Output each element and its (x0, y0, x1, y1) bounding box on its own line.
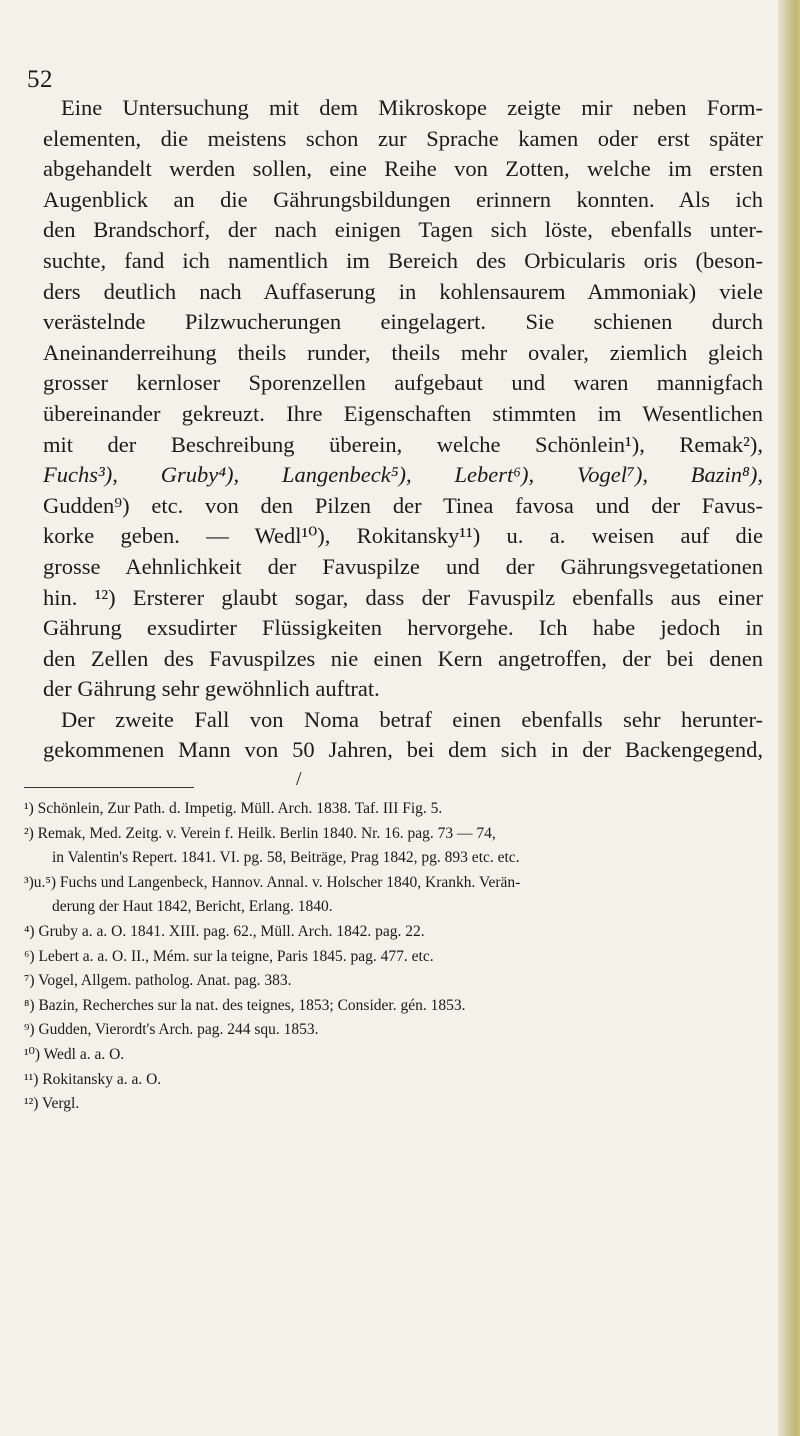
body-line: Eine Untersuchung mit dem Mikroskope zeigte mir neben Form- (61, 95, 763, 120)
footnote-continuation: in Valentin's Repert. 1841. VI. pg. 58, Beiträge, Prag 1842, pg. 893 etc. etc. (52, 849, 520, 867)
body-text (43, 93, 763, 766)
body-line: Augenblick an die Gährungsbildungen erinnern konnten. Als ich (43, 186, 763, 212)
body-line: grosser kernloser Sporenzellen aufgebaut und waren mannigfach (43, 370, 763, 396)
footnote: ²) Remak, Med. Zeitg. v. Verein f. Heilk. Berlin 1840. Nr. 16. pag. 73 — 74, (24, 824, 496, 842)
footnote: ⁹) Gudden, Vierordt's Arch. pag. 244 squ. 1853. (24, 1021, 319, 1039)
body-line: den Brandschorf, der nach einigen Tagen sich löste, ebenfalls unter- (43, 217, 763, 243)
body-line: gekommenen Mann von 50 Jahren, bei dem sich in der Backengegend, (43, 737, 763, 763)
footnote: ¹⁰) Wedl a. a. O. (24, 1045, 125, 1063)
body-line: korke geben. — Wedl¹⁰), Rokitansky¹¹) u. a. weisen auf die (43, 523, 763, 549)
body-line: verästelnde Pilzwucherungen eingelagert. Sie schienen durch (43, 309, 763, 335)
body-line: grosse Aehnlichkeit der Favuspilze und der Gährungsvegetationen (43, 553, 763, 579)
body-line: mit der Beschreibung überein, welche Schönlein¹), Remak²), (43, 431, 763, 457)
page-number: 52 (27, 66, 53, 93)
body-line: suchte, fand ich namentlich im Bereich des Orbicularis oris (beson- (43, 247, 763, 273)
footnote: ¹) Schönlein, Zur Path. d. Impetig. Müll. Arch. 1838. Taf. III Fig. 5. (24, 800, 443, 817)
body-line: hin. ¹²) Ersterer glaubt sogar, dass der Favuspilz ebenfalls aus einer (43, 584, 763, 610)
page-edge-shadow (778, 0, 800, 1436)
body-line: Gährung exsudirter Flüssigkeiten hervorgehe. Ich habe jedoch in (43, 615, 763, 641)
body-line: Der zweite Fall von Noma betraf einen ebenfalls sehr herunter- (61, 706, 763, 732)
footnote: ¹¹) Rokitansky a. a. O. (24, 1070, 162, 1088)
body-line: Aneinanderreihung theils runder, theils mehr ovaler, ziemlich gleich (43, 339, 763, 365)
footnote: ⁸) Bazin, Recherches sur la nat. des teignes, 1853; Consider. gén. 1853. (24, 996, 466, 1014)
body-line: Fuchs³), Gruby⁴), Langenbeck⁵), Lebert⁶), Vogel⁷), Bazin⁸), (43, 462, 763, 488)
body-line: übereinander gekreuzt. Ihre Eigenschaften stimmten im Wesentlichen (43, 400, 763, 426)
body-line: abgehandelt werden sollen, eine Reihe von Zotten, welche im ersten (43, 156, 763, 182)
footnote: ¹²) Vergl. (24, 1095, 80, 1113)
stray-mark: / (296, 768, 302, 790)
body-line: elementen, die meistens schon zur Sprache kamen oder erst später (43, 125, 763, 151)
footnote: ⁴) Gruby a. a. O. 1841. XIII. pag. 62., Müll. Arch. 1842. pag. 22. (24, 922, 425, 940)
body-line: den Zellen des Favuspilzes nie einen Kern angetroffen, der bei denen (43, 645, 763, 671)
footnote: ⁶) Lebert a. a. O. II., Mém. sur la teigne, Paris 1845. pag. 477. etc. (24, 947, 434, 965)
footnote: ⁷) Vogel, Allgem. patholog. Anat. pag. 383. (24, 972, 292, 990)
footnotes (24, 797, 764, 1117)
footnote-continuation: derung der Haut 1842, Bericht, Erlang. 1840. (52, 898, 333, 916)
body-line: der Gährung sehr gewöhnlich auftrat. (43, 676, 380, 702)
footnote-divider (24, 787, 194, 788)
body-line: ders deutlich nach Auffaserung in kohlensaurem Ammoniak) viele (43, 278, 763, 304)
footnote: ³)u.⁵) Fuchs und Langenbeck, Hannov. Annal. v. Holscher 1840, Krankh. Verän- (24, 873, 521, 891)
body-line: Gudden⁹) etc. von den Pilzen der Tinea favosa und der Favus- (43, 492, 763, 518)
